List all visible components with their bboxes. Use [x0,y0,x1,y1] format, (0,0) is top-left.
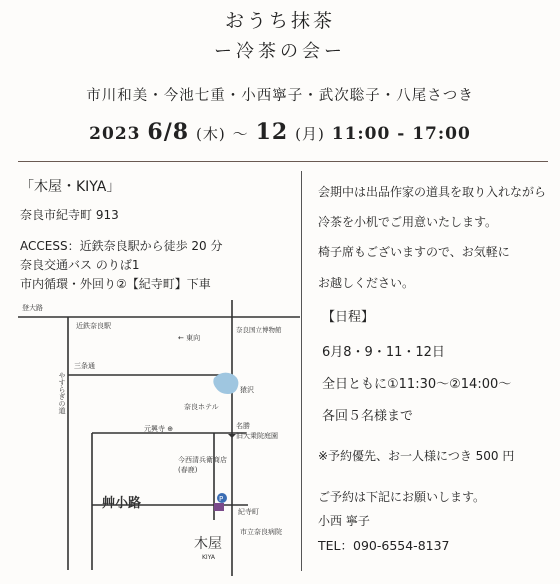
map-label-harushika: (春鹿) [178,466,198,474]
info-note-3: 椅子席もございますので、お気軽に [318,245,510,259]
date-end-dow: (月) [295,125,325,143]
contact-tel: TEL：090-6554-8137 [318,538,450,553]
access-map [18,300,300,576]
map-label-meisho: 名勝 [236,422,250,430]
info-note-2: 冷茶を小机でご用意いたします。 [318,215,498,229]
bus-info: 奈良交通バス のりば1 [20,258,140,272]
map-label-imanishi: 今西清兵衛商店 [178,456,227,464]
date-end: 12 [255,119,289,145]
info-note-1: 会期中は出品作家の道具を取り入れながら [318,185,547,199]
map-label-nobori: 登大路 [22,304,43,312]
kiya-logo-sub: KIYA [202,554,216,561]
price-note: ※予約優先、お一人様につき 500 円 [318,449,515,463]
map-label-sanjo: 三条通 [74,362,95,370]
event-time: 11:00 - 17:00 [331,124,471,144]
bus-route-info: 市内循環・外回り②【紀寺町】下車 [20,277,211,291]
map-label-bus-stop: 紀寺町 [238,508,259,516]
map-label-yasuragi: やすらぎの道 [58,372,66,414]
date-start-dow: (木) [195,125,226,143]
map-label-museum: 奈良国立博物館 [236,326,282,334]
event-datetime [0,119,560,145]
venue-name: 「木屋・KIYA」 [20,179,121,195]
schedule-times: 全日ともに①11:30〜②14:00〜 [322,377,512,392]
map-label-higashimuki: ← 東向 [178,334,201,342]
info-note-4: お越しください。 [318,276,415,290]
map-label-daijoin: 旧大乗院庭園 [236,432,278,440]
map-label-sarusawa: 猿沢 [240,386,254,394]
date-tilde: 〜 [232,125,249,143]
map-label-nara-hotel: 奈良ホテル [184,403,219,411]
map-street-sign: 艸小路 [102,496,142,511]
date-year: 2023 [89,124,141,144]
artist-list: 市川和美・今池七重・小西寧子・武次聡子・八尾さつき [86,88,474,104]
map-label-gangoji: 元興寺 ⊕ [144,425,174,433]
arrow-marker [228,434,236,438]
reservation-note: ご予約は下記にお願いします。 [318,490,486,504]
sarusawa-pond [213,373,238,394]
page-subtitle: ー冷茶の会ー [214,41,346,62]
kiya-location-marker [214,503,224,511]
venue-address: 奈良市紀寺町 913 [20,208,119,222]
column-divider [301,171,302,571]
kiya-logo: 木屋 [194,536,222,552]
date-start: 6/8 [147,119,190,145]
map-label-hospital: 市立奈良病院 [240,528,282,536]
header-divider [18,161,548,162]
map-label-kintetsu: 近鉄奈良駅 [76,322,111,330]
parking-label: P [219,495,224,503]
schedule-capacity: 各回５名様まで [322,409,414,424]
schedule-days: 6月8・9・11・12日 [322,345,445,360]
contact-name: 小西 寧子 [318,514,370,528]
access-info: ACCESS：近鉄奈良駅から徒歩 20 分 [20,239,223,253]
schedule-heading: 【日程】 [322,310,375,325]
page-title: おうち抹茶 [224,10,335,32]
